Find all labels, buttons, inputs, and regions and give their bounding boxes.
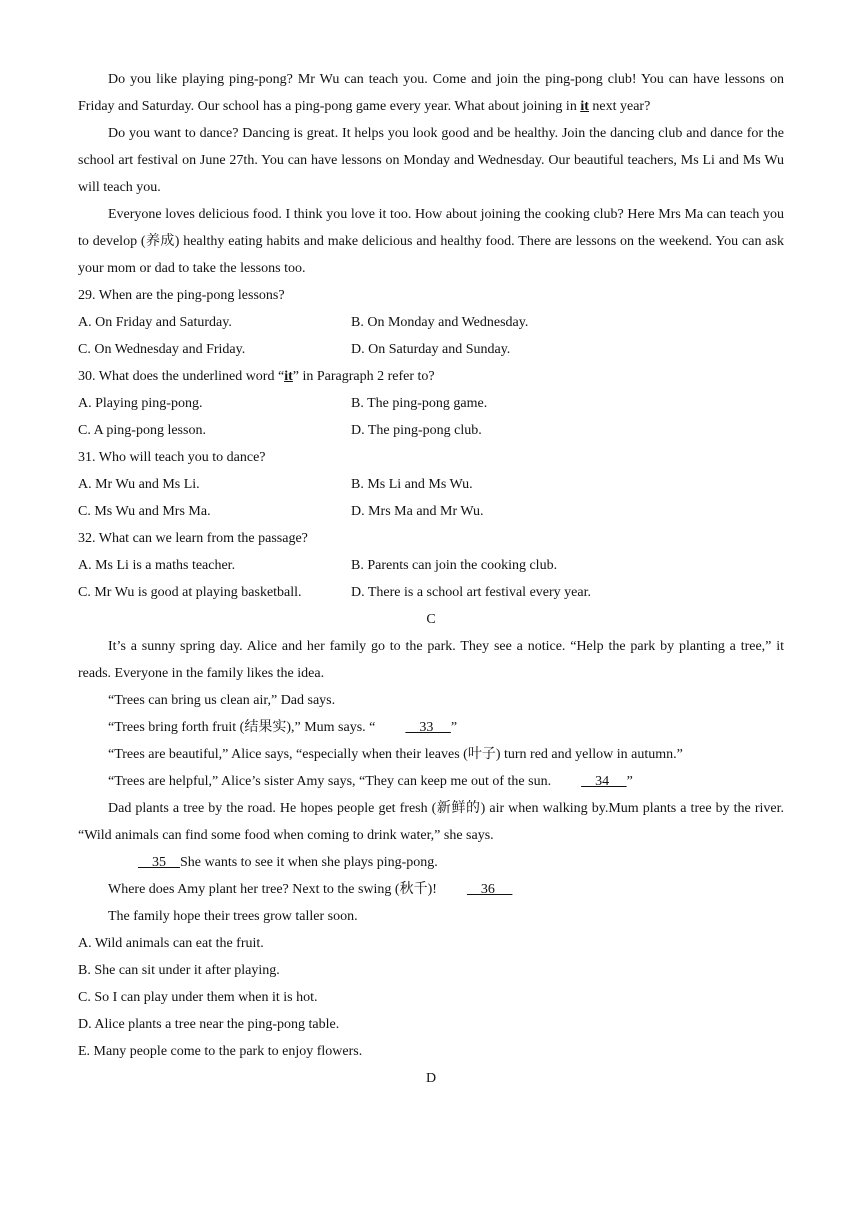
passage-paragraph: It’s a sunny spring day. Alice and her family go to the park. They see a notice. “Help the park by planting a tree,” it reads. Everyone in the family likes the idea. [78, 639, 784, 681]
option-a: A. On Friday and Saturday. [78, 315, 232, 330]
option-c: C. A ping-pong lesson. [78, 423, 206, 438]
question-stem: 31. Who will teach you to dance? [78, 450, 266, 465]
section-title-d: D [425, 1071, 437, 1086]
option-d: D. There is a school art festival every year. [351, 585, 591, 600]
option-b: B. The ping-pong game. [351, 396, 488, 411]
passage-paragraph [78, 849, 784, 876]
question-stem: 32. What can we learn from the passage? [78, 531, 308, 546]
option-c: C. On Wednesday and Friday. [78, 342, 246, 357]
question-stem: 29. When are the ping-pong lessons? [78, 288, 285, 303]
option-a: A. Playing ping-pong. [78, 396, 203, 411]
question-31 [78, 444, 784, 525]
answer-option: A. Wild animals can eat the fruit. [78, 936, 264, 951]
passage-paragraph: “Trees can bring us clean air,” Dad says. [108, 693, 336, 708]
blank-36[interactable]: 36 [466, 882, 513, 897]
option-d: D. Mrs Ma and Mr Wu. [351, 504, 484, 519]
passage-paragraph: Do you want to dance? Dancing is great. It helps you look good and be healthy. Join the dancing club and dance for the school art festival on June 27th. You can have lessons on Monday and Wednesday. Our beautiful teachers, Ms Li and Ms Wu will teach you. [78, 126, 784, 195]
underlined-word: it [284, 369, 293, 384]
passage-paragraph: Dad plants a tree by the road. He hopes people get fresh (新鲜的) air when walking by.Mum plants a tree by the river. “Wild animals can find some food when coming to drink water,” she says. [78, 801, 784, 843]
stem-text: 30. What does the underlined word “ [78, 369, 285, 384]
option-b: B. Ms Li and Ms Wu. [351, 477, 473, 492]
exam-page [78, 66, 784, 1092]
passage-paragraph [78, 876, 784, 903]
underlined-word: it [580, 99, 589, 114]
paragraph-text: She wants to see it when she plays ping-pong. [180, 855, 438, 870]
passage-paragraph [78, 66, 784, 120]
question-32 [78, 525, 784, 606]
option-b: B. Parents can join the cooking club. [351, 558, 558, 573]
paragraph-text: “Trees are helpful,” Alice’s sister Amy says, “They can keep me out of the sun. [108, 774, 552, 789]
option-a: A. Mr Wu and Ms Li. [78, 477, 200, 492]
passage-paragraph [78, 714, 784, 741]
question-30 [78, 363, 784, 444]
passage-paragraph: Everyone loves delicious food. I think you love it too. How about joining the cooking club? Here Mrs Ma can teach you to develop (养成) healthy eating habits and make delicious and healthy food. There are lessons on the weekend. You can ask your mom or dad to take the lessons too. [78, 207, 784, 276]
paragraph-text: Do you like playing ping-pong? Mr Wu can teach you. Come and join the ping-pong club! You can have lessons on Friday and Saturday. Our school has a ping-pong game every year. What about joining in [78, 72, 784, 114]
option-c: C. Ms Wu and Mrs Ma. [78, 504, 211, 519]
stem-text: ” in Paragraph 2 refer to? [292, 369, 435, 384]
passage-paragraph [78, 768, 784, 795]
paragraph-text: ” [626, 774, 633, 789]
passage-paragraph: The family hope their trees grow taller soon. [108, 909, 358, 924]
answer-option: B. She can sit under it after playing. [78, 963, 280, 978]
paragraph-text: Where does Amy plant her tree? Next to the swing (秋千)! [108, 882, 437, 897]
option-d: D. On Saturday and Sunday. [351, 342, 511, 357]
blank-33[interactable]: 33 [405, 720, 451, 735]
option-b: B. On Monday and Wednesday. [351, 315, 529, 330]
paragraph-text: “Trees bring forth fruit (结果实),” Mum says. “ [108, 720, 376, 735]
option-c: C. Mr Wu is good at playing basketball. [78, 585, 302, 600]
question-stem [78, 363, 784, 390]
question-29 [78, 282, 784, 363]
option-a: A. Ms Li is a maths teacher. [78, 558, 236, 573]
blank-35[interactable]: 35 [138, 855, 180, 870]
paragraph-text: ” [450, 720, 458, 735]
answer-option: C. So I can play under them when it is hot. [78, 990, 318, 1005]
blank-34[interactable]: 34 [581, 774, 627, 789]
paragraph-text: next year? [588, 99, 651, 114]
answer-option: D. Alice plants a tree near the ping-pong table. [78, 1017, 340, 1032]
answer-option: E. Many people come to the park to enjoy flowers. [78, 1044, 363, 1059]
section-title-c: C [426, 612, 436, 627]
passage-paragraph: “Trees are beautiful,” Alice says, “especially when their leaves (叶子) turn red and yellow in autumn.” [108, 747, 683, 762]
option-d: D. The ping-pong club. [351, 423, 482, 438]
